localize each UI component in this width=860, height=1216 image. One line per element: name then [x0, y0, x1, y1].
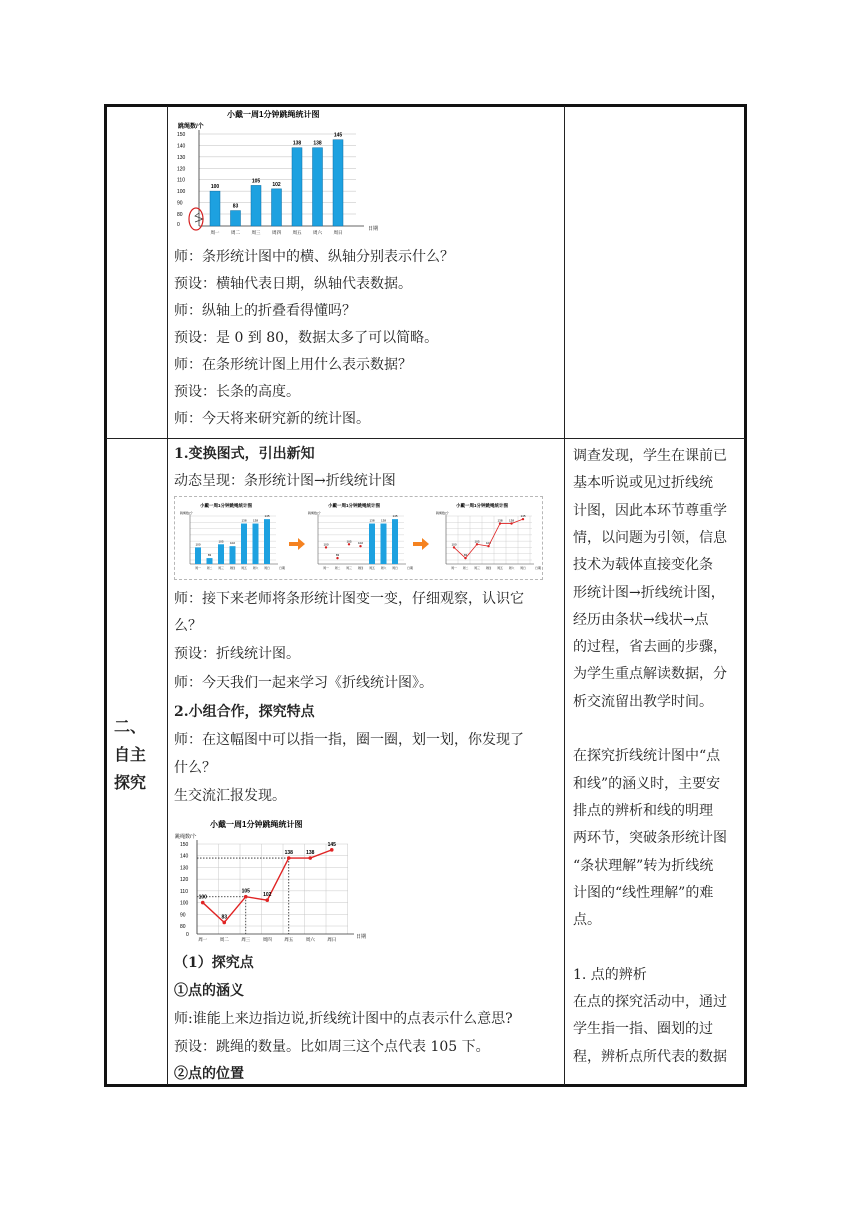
mini-x-tick: 周五	[497, 566, 503, 570]
bar	[272, 189, 282, 226]
mini-bar	[230, 546, 236, 564]
bar-value-label: 83	[232, 203, 239, 210]
x-tick-label: 周一	[210, 230, 220, 235]
mini-value-label: 100	[195, 542, 201, 547]
mini-point	[325, 546, 327, 548]
y-tick-label: 140	[180, 853, 189, 860]
note-line: 技术为载体直接变化条	[573, 557, 713, 574]
heading-transform: 1.变换图式，引出新知	[174, 446, 315, 462]
mini-chart-title: 小戴一周1分钟跳绳统计图	[200, 503, 253, 508]
note-line: 情，以问题为引领，信息	[573, 529, 727, 546]
note-line: 基本听说或见过折线统	[573, 475, 713, 492]
note-line: 两环节，突破条形统计图	[573, 830, 727, 847]
heading-point: （1）探究点	[174, 955, 254, 971]
mini-x-tick: 周五	[241, 566, 247, 570]
x-tick-label: 周六	[305, 937, 315, 942]
data-point	[287, 856, 291, 860]
line-chart	[172, 816, 367, 944]
mini-x-tick: 周日	[520, 566, 526, 570]
mini-bar	[195, 547, 201, 564]
mini-x-axis-label: 日期	[535, 566, 542, 570]
section-label-line3: 探究	[114, 773, 147, 792]
bar	[210, 191, 220, 226]
mini-value-label: 83	[335, 553, 340, 558]
mini-bar	[264, 519, 270, 564]
top-line-3: 师：纵轴上的折叠看得懂吗？	[174, 303, 356, 319]
mini-value-label: 102	[357, 541, 364, 546]
mini-bar	[392, 519, 398, 564]
note-line: 点。	[573, 912, 601, 929]
y-tick-label: 150	[177, 132, 186, 138]
para-1a: 师：接下来老师将条形统计图变一变，仔细观察，认识它	[174, 591, 524, 607]
y-tick-label: 150	[180, 842, 189, 848]
mini-bar	[241, 524, 247, 564]
mini-value-label: 138	[369, 518, 375, 523]
mini-value-label: 138	[241, 518, 247, 523]
heading-point-meaning: ①点的涵义	[174, 983, 244, 999]
transform-strip-charts	[176, 498, 541, 578]
mini-point	[336, 557, 338, 559]
top-line-2: 预设：横轴代表日期，纵轴代表数据。	[174, 276, 412, 292]
y-tick-label: 80	[177, 212, 183, 218]
y-tick-label: 120	[177, 166, 186, 173]
mini-value-label: 138	[508, 518, 515, 523]
top-line-4: 预设：是 0 到 80，数据太多了可以简略。	[174, 330, 439, 346]
x-axis-label: 日期	[368, 226, 379, 232]
data-label: 138	[284, 850, 293, 857]
mini-value-label: 100	[323, 542, 329, 547]
mini-chart-ylabel: 跳绳数/个	[436, 511, 449, 515]
data-label: 100	[198, 894, 207, 901]
mini-value-label: 145	[520, 514, 526, 519]
bar	[333, 140, 343, 226]
para-4b: 什么？	[174, 760, 216, 776]
bar	[231, 211, 241, 226]
mini-bar	[253, 524, 259, 564]
data-point	[244, 895, 248, 899]
y-tick-label: 0	[177, 222, 180, 228]
x-tick-label: 周五	[284, 937, 294, 942]
mini-x-tick: 周三	[346, 566, 352, 570]
top-chart-ylabel: 跳绳数/个	[178, 124, 204, 130]
top-line-7: 师：今天将来研究新的统计图。	[174, 411, 370, 427]
top-line-1: 师：条形统计图中的横、纵轴分别表示什么？	[174, 249, 454, 265]
x-tick-label: 周五	[292, 230, 302, 235]
x-tick-label: 周三	[251, 230, 261, 235]
y-tick-label: 100	[177, 189, 186, 196]
highlight-circle	[189, 208, 203, 230]
para-5: 生交流汇报发现。	[174, 788, 286, 804]
mini-x-tick: 周日	[392, 566, 398, 570]
mini-value-label: 138	[497, 518, 503, 523]
para-2: 预设：折线统计图。	[174, 646, 300, 662]
note-line: “条状理解”转为折线统	[573, 857, 714, 874]
mini-x-tick: 周六	[508, 566, 515, 570]
mini-x-tick: 周一	[323, 566, 329, 570]
x-tick-label: 周三	[241, 937, 251, 942]
y-tick-label: 90	[180, 912, 186, 919]
mini-x-axis-label: 日期	[407, 566, 414, 570]
para-3: 师：今天我们一起来学习《折线统计图》。	[174, 675, 433, 691]
note-line: 为学生重点解读数据，分	[573, 666, 727, 683]
data-label: 83	[221, 914, 228, 921]
note-line: 形统计图→折线统计图，	[573, 584, 725, 601]
note-line: 和线”的涵义时，主要安	[573, 775, 721, 792]
note-line: 调查发现，学生在课前已	[573, 448, 727, 464]
mini-chart-title: 小戴一周1分钟跳绳统计图	[328, 503, 381, 508]
mini-x-tick: 周日	[264, 566, 270, 570]
mini-value-label: 102	[229, 541, 236, 546]
data-point	[201, 901, 205, 905]
note-line: 计图的“线性理解”的难	[573, 884, 714, 901]
mini-x-tick: 周二	[462, 566, 469, 570]
mini-value-label: 138	[252, 518, 259, 523]
mini-point	[348, 543, 350, 545]
mini-x-tick: 周一	[451, 566, 457, 570]
mini-value-label: 105	[346, 539, 352, 544]
mini-x-tick: 周四	[229, 566, 236, 570]
mini-x-axis-label: 日期	[279, 566, 286, 570]
mini-value-label: 105	[474, 539, 480, 544]
bar-value-label: 102	[272, 181, 281, 188]
column-divider-left	[167, 106, 168, 1085]
bar-value-label: 145	[333, 132, 343, 139]
y-tick-label: 130	[180, 865, 189, 872]
x-tick-label: 周日	[327, 937, 337, 942]
section-label-line2: 自主	[114, 745, 147, 764]
data-label: 138	[306, 850, 315, 857]
data-label: 105	[241, 888, 250, 895]
note-line: 在点的探究活动中，通过	[573, 994, 727, 1010]
x-tick-label: 周日	[333, 230, 343, 235]
mini-bar	[207, 558, 213, 564]
mini-value-label: 105	[218, 539, 224, 544]
line-chart-title: 小戴一周1分钟跳绳统计图	[210, 820, 303, 829]
section-label-line1: 二、	[114, 717, 147, 736]
column-divider-right	[564, 106, 565, 1085]
y-tick-label: 120	[180, 877, 189, 884]
x-tick-label: 周二	[231, 230, 240, 235]
para-6: 师:谁能上来边指边说,折线统计图中的点表示什么意思?	[174, 1011, 513, 1027]
heading-point-position: ②点的位置	[174, 1066, 244, 1082]
data-label: 102	[263, 892, 272, 899]
data-point	[265, 898, 269, 902]
bar-value-label: 138	[313, 140, 322, 147]
mini-value-label: 83	[463, 553, 468, 558]
mini-value-label: 138	[380, 518, 387, 523]
mini-value-label: 100	[451, 542, 457, 547]
para-7: 预设：跳绳的数量。比如周三这个点代表 105 下。	[174, 1039, 490, 1055]
note-line: 的过程，省去画的步骤，	[573, 639, 727, 656]
bar-value-label: 100	[210, 184, 220, 191]
y-tick-label: 130	[177, 154, 186, 161]
top-chart-title: 小戴一周1分钟跳绳统计图	[227, 110, 320, 119]
note-line: 程，辨析点所代表的数据	[573, 1048, 727, 1065]
x-axis-label: 日期	[356, 934, 367, 940]
y-tick-label: 0	[186, 932, 189, 938]
mini-bar	[369, 524, 375, 564]
mini-x-tick: 周二	[206, 566, 213, 570]
mini-chart-ylabel: 跳绳数/个	[308, 511, 321, 515]
y-tick-label: 80	[180, 924, 186, 930]
bar	[251, 185, 261, 226]
y-tick-label: 140	[177, 143, 186, 150]
para-1b: 么？	[174, 618, 202, 634]
note-line: 1. 点的辨析	[573, 966, 647, 983]
dynamic-text: 动态呈现：条形统计图→折线统计图	[174, 473, 396, 489]
bar-value-label: 105	[251, 178, 261, 185]
x-tick-label: 周四	[262, 937, 272, 942]
data-point	[222, 921, 226, 925]
top-line-5: 师：在条形统计图上用什么表示数据？	[174, 357, 412, 373]
mini-x-tick: 周三	[218, 566, 224, 570]
mini-x-tick: 周一	[195, 566, 201, 570]
mini-chart-title: 小戴一周1分钟跳绳统计图	[456, 503, 509, 508]
line-chart-ylabel: 跳绳数/个	[175, 834, 197, 840]
series-line	[203, 850, 332, 923]
mini-bar	[218, 544, 224, 564]
y-tick-label: 110	[177, 177, 185, 184]
x-tick-label: 周六	[313, 230, 322, 235]
mini-x-tick: 周二	[334, 566, 341, 570]
note-line: 析交流留出教学时间。	[573, 693, 713, 710]
mini-point	[359, 545, 361, 547]
note-line: 在探究折线统计图中“点	[573, 748, 721, 765]
x-tick-label: 周一	[198, 937, 208, 942]
mini-bar	[381, 524, 387, 564]
mini-x-tick: 周三	[474, 566, 480, 570]
note-line: 排点的辨析和线的明理	[573, 802, 713, 819]
data-label: 145	[327, 841, 336, 848]
top-bar-chart	[172, 106, 386, 242]
y-tick-label: 110	[180, 888, 188, 895]
mini-chart-ylabel: 跳绳数/个	[180, 511, 193, 515]
mini-value-label: 83	[207, 553, 212, 558]
mini-value-label: 102	[485, 541, 492, 546]
mini-x-tick: 周六	[252, 566, 259, 570]
top-line-6: 预设：长条的高度。	[174, 384, 300, 400]
mini-x-tick: 周四	[357, 566, 364, 570]
y-tick-label: 90	[177, 200, 183, 207]
mini-value-label: 145	[392, 514, 398, 519]
x-tick-label: 周二	[219, 937, 229, 942]
mini-x-tick: 周五	[369, 566, 375, 570]
data-point	[308, 856, 312, 860]
note-line: 经历由条状→线状→点	[573, 611, 709, 628]
y-tick-label: 100	[180, 900, 189, 907]
heading-group: 2.小组合作，探究特点	[174, 704, 315, 720]
bar	[313, 148, 323, 226]
bar-value-label: 138	[292, 140, 302, 147]
note-line: 计图，因此本环节尊重学	[573, 502, 727, 519]
arrow-icon	[289, 538, 305, 550]
row-divider	[106, 438, 745, 439]
data-point	[330, 848, 334, 852]
mini-x-tick: 周四	[485, 566, 492, 570]
section-label	[114, 713, 146, 797]
x-tick-label: 周四	[272, 230, 281, 235]
mini-x-tick: 周六	[380, 566, 387, 570]
note-line: 学生指一指、圈划的过	[573, 1021, 713, 1038]
mini-value-label: 145	[264, 514, 270, 519]
para-4a: 师：在这幅图中可以指一指，圈一圈，划一划，你发现了	[174, 732, 524, 748]
bar	[292, 148, 302, 226]
arrow-icon	[413, 538, 429, 550]
